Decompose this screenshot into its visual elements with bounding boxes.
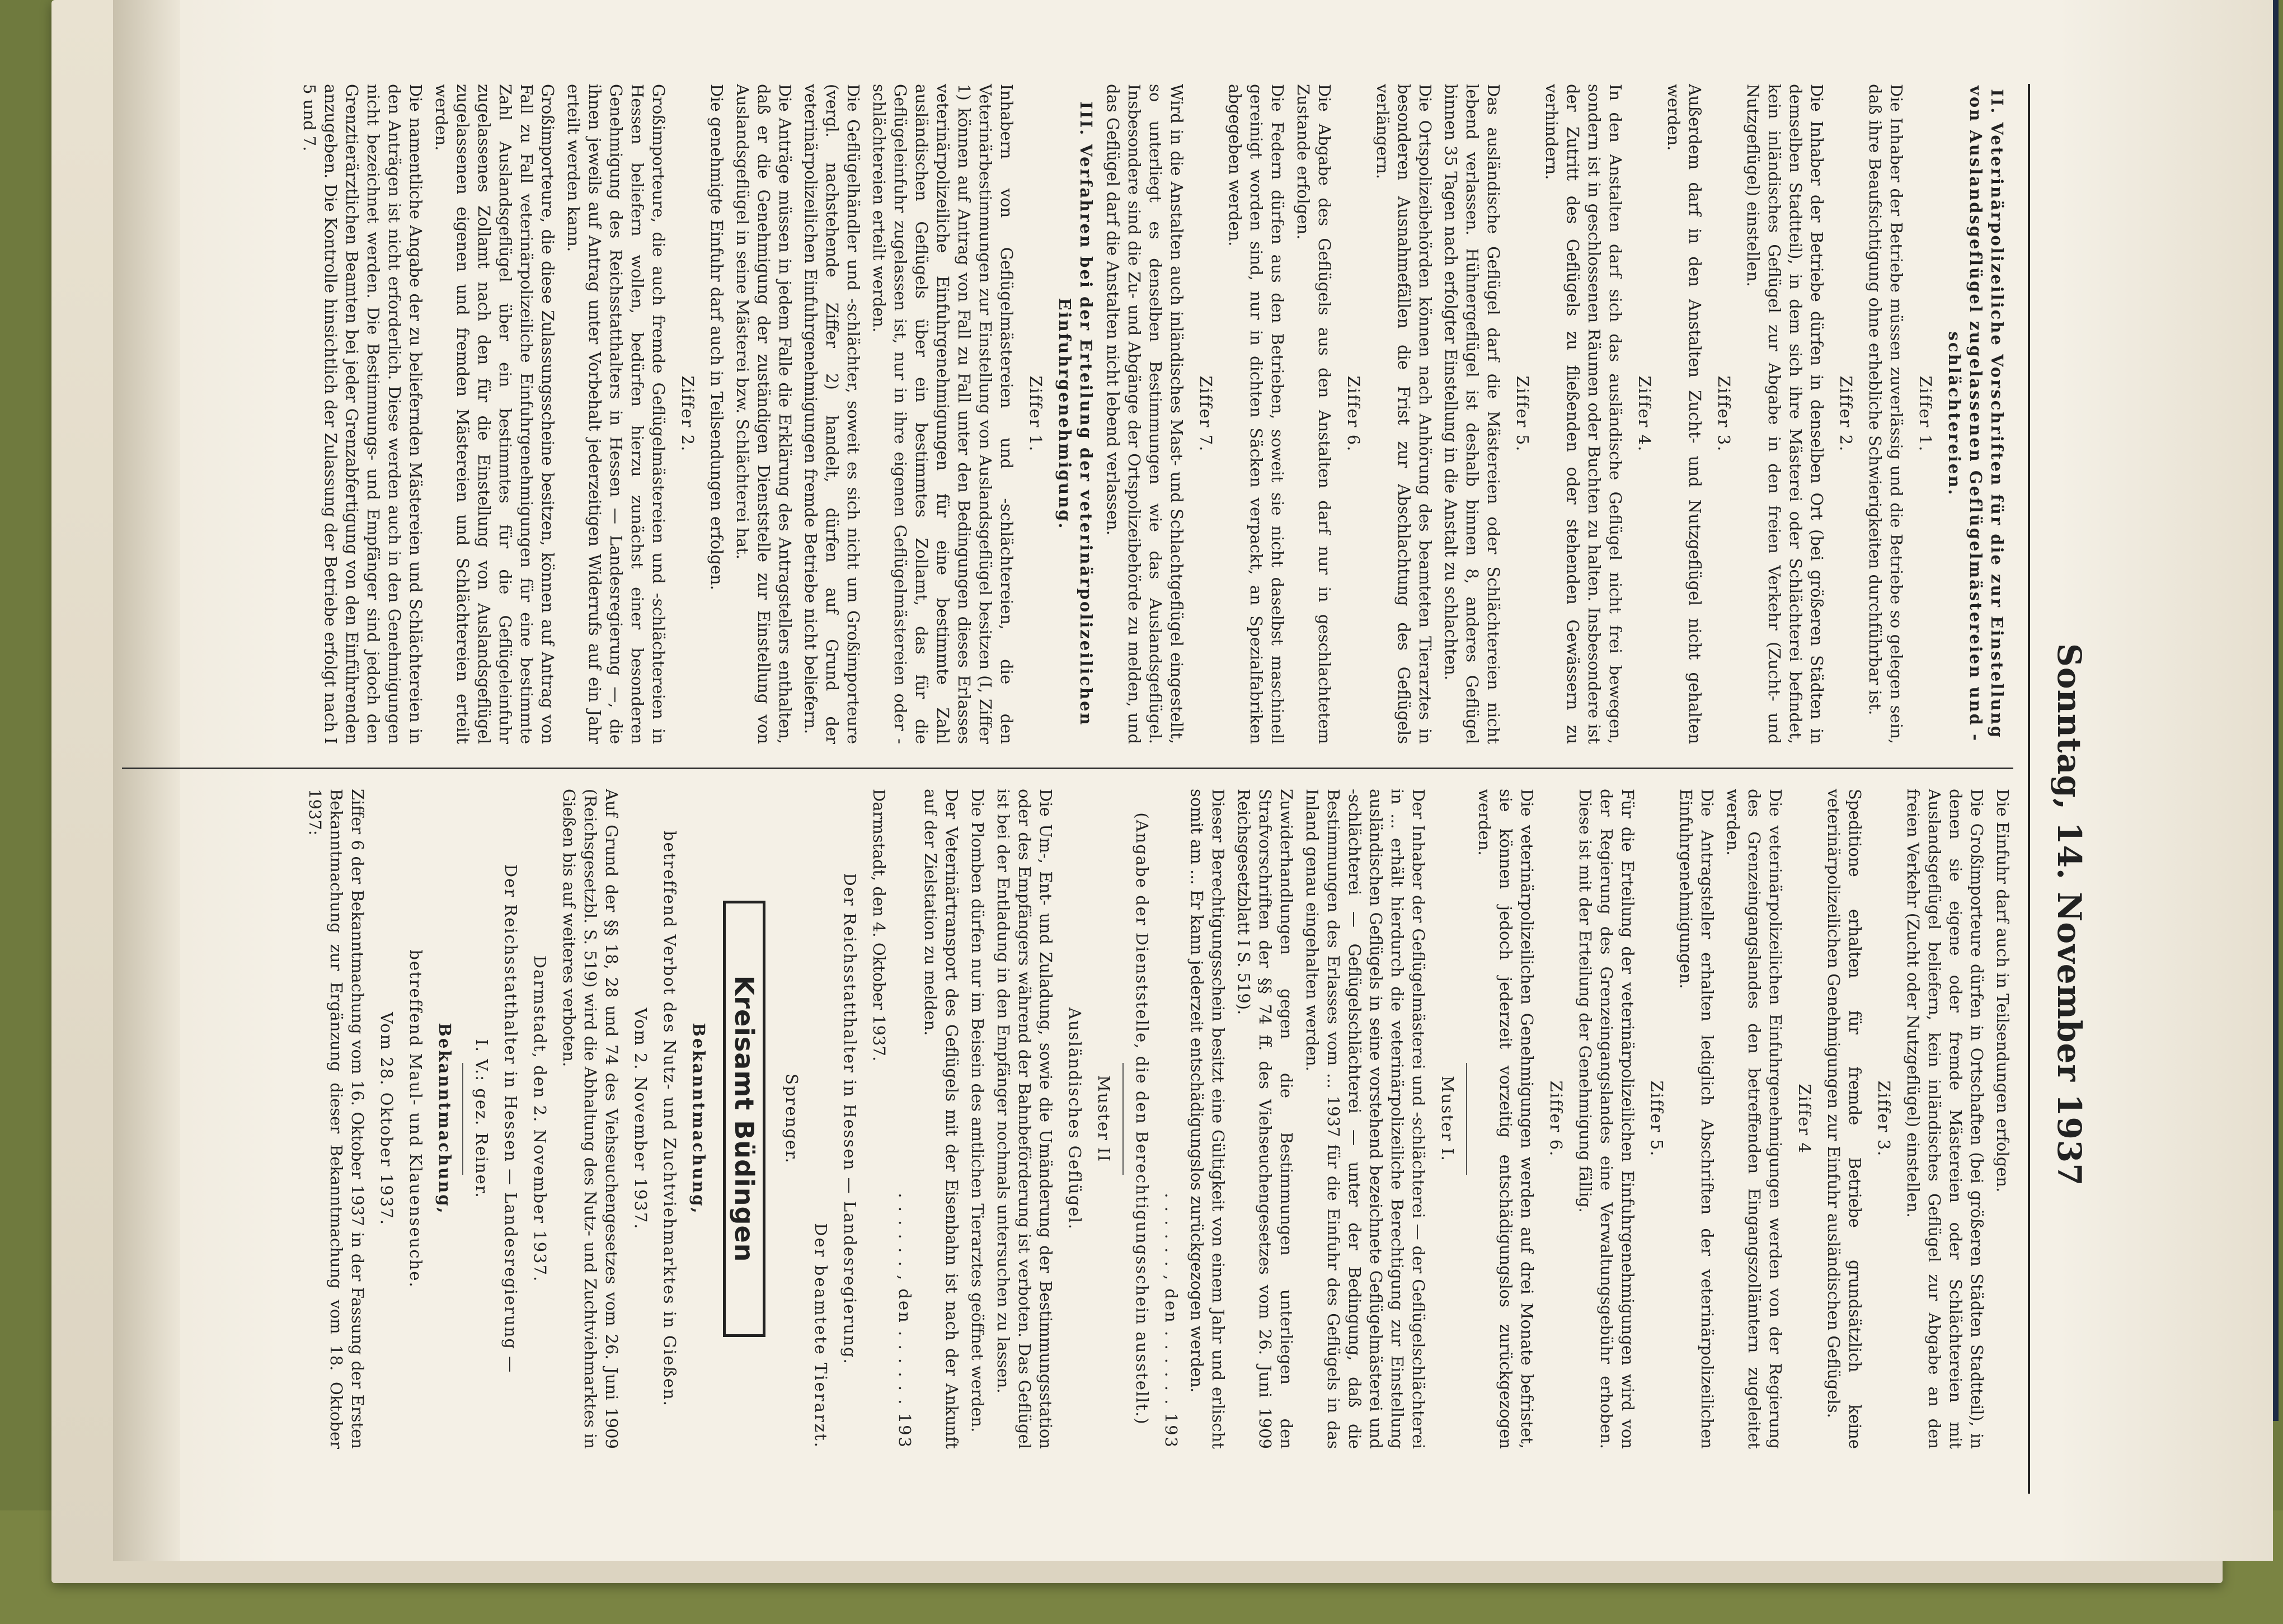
- muster-title: Muster I.: [1438, 1076, 1457, 1162]
- ziffer-title: Ziffer 1.: [1916, 375, 1935, 453]
- ziffer-title: Ziffer 6.: [1547, 1080, 1566, 1157]
- paragraph: Inhabern von Geflügelmästereien und -schlächtereien, die den Veterinärbestimmungen zur Einstellung von Auslandsgeflügel besitzen (I, Ziffer 1) können auf Antrag von Fall zu Fall unter den Bedingungen dieses Erlasses veterinärpolizeiliche Einfuhrgenehmigungen für eine bestimmte Zahl ausländischen Geflügels über ein bestimmtes Zollamt, das für die Geflügeleinfuhr zugelassen ist, nur in ihre eigenen Geflügelmästereien oder -schlächtereien erteilt werden.: [870, 84, 1016, 744]
- paragraph: Die genehmigte Einfuhr darf auch in Teilsendungen erfolgen.: [707, 84, 726, 590]
- rotated-page-content: [83, 84, 2097, 1494]
- form-date-line: . . . . . . , den . . . . . . 193: [895, 1193, 914, 1449]
- ziffer-title: Ziffer 4: [1795, 1084, 1814, 1154]
- paragraph: Das ausländische Geflügel darf die Mästereien oder Schlächtereien nicht lebend verlassen. Hühnergeflügel ist deshalb binnen 8, anderes Geflügel binnen 35 Tagen nach erfolgter Einstellung in die Anstalt zu schlachten.: [1441, 84, 1503, 744]
- form-date-line: . . . . . . , den . . . . . . 193: [1162, 1193, 1181, 1449]
- announcement-subject: betreffend Verbot des Nutz- und Zuchtviehmarktes in Gießen.: [660, 831, 679, 1407]
- paragraph: Speditione erhalten für fremde Betriebe grundsätzlich keine veterinärpolizeilichen Genehmigungen zur Einfuhr ausländischen Geflügels.: [1824, 789, 1864, 1449]
- divider: [1466, 1063, 1467, 1175]
- signer-name: Sprenger.: [782, 1074, 801, 1164]
- announcement-title: Bekanntmachung,: [435, 1023, 454, 1215]
- ziffer-title: Ziffer 7.: [1196, 375, 1215, 453]
- section-ii-title: II. Veterinärpolizeiliche Vorschriften für die zur Einstellung von Auslandsgeflügel zugelassenen Geflügelmästereien und -schlächtereien.: [1945, 86, 2007, 742]
- muster-title: Muster II: [1094, 1075, 1114, 1163]
- paragraph: Die Inhaber der Betriebe dürfen in denselben Ort (bei größeren Städten in demselben Stadtteil), in dem sich ihre Mästerei oder Schlächterei befindet, kein inländisches Geflügel zur Abgabe in den freien Verkehr (Zucht- und Nutzgeflügel) einstellen.: [1744, 84, 1826, 744]
- column-left: [111, 84, 2013, 744]
- paragraph: Die Antragsteller erhalten lediglich Abschriften der veterinärpolizeilichen Einfuhrgenehmigungen.: [1676, 789, 1717, 1449]
- column-right: [111, 789, 2013, 1449]
- place-date: Darmstadt, den 4. Oktober 1937.: [870, 789, 889, 1062]
- paragraph: Die Abgabe des Geflügels aus den Anstalten darf nur in geschlachtetem Zustande erfolgen.: [1294, 84, 1334, 744]
- ziffer-title: Ziffer 5.: [1647, 1080, 1666, 1157]
- ziffer-title: Ziffer 3.: [1875, 1080, 1894, 1157]
- paragraph: Die Federn dürfen aus den Betrieben, soweit sie nicht daselbst maschinell gereinigt worden sind, nur in dichten Säcken verpackt, an Spezialfabriken abgegeben werden.: [1225, 84, 1287, 744]
- authority: Der Reichsstatthalter in Hessen — Landesregierung.: [840, 873, 859, 1365]
- header-date: Sonntag, 14. November 1937: [2050, 643, 2088, 1187]
- signer-name: I. V.: gez. Reiner.: [472, 1039, 491, 1199]
- paragraph: Wird in die Anstalten auch inländisches Mast- und Schlachtgeflügel eingestellt, so unterliegt es denselben Bestimmungen wie das Auslandsgeflügel. Insbesondere sind die Zu- und Abgänge der Ortspolizeibehörde zu melden, und das Geflügel darf die Anstalten nicht lebend verlassen.: [1103, 84, 1186, 744]
- signer-title: Der beamtete Tierarzt.: [811, 1223, 830, 1449]
- announcement-date: Vom 28. Oktober 1937.: [377, 1011, 396, 1226]
- paragraph: Die Ortspolizeibehörden können nach Anhörung des beamteten Tierarztes in besonderen Ausnahmefällen die Frist zur Abschlachtung des Geflügels verlängern.: [1373, 84, 1435, 744]
- divider: [462, 1063, 463, 1175]
- paragraph: Die veterinärpolizeilichen Genehmigungen werden auf drei Monate befristet, sie können jedoch jederzeit vorzeitig entschädigungslos zurückgezogen werden.: [1475, 789, 1537, 1449]
- section-iii-title: III. Verfahren bei der Erteilung der veterinärpolizeilichen Einfuhrgenehmigung.: [1055, 101, 1096, 727]
- paragraph: Der Inhaber der Geflügelmästerei und -schlächterei — der Geflügelschlächterei in ... erhält hierdurch die veterinärpolizeiliche Berechtigung zur Einstellung ausländischen Geflügels in seine vorstehend bezeichnete Geflügelmästerei und -schlächterei — Geflügelschlächterei — unter der Bedingung, daß die Bestimmungen des Erlasses vom ... 1937 für die Einfuhr des Geflügels in das Inland genau eingehalten werden.: [1303, 789, 1428, 1449]
- ziffer-title: Ziffer 1.: [1026, 375, 1045, 453]
- paragraph: Die Inhaber der Betriebe müssen zuverlässig und die Betriebe so gelegen sein, daß ihre Beaufsichtigung ohne erhebliche Schwierigkeiten durchführbar ist.: [1866, 84, 1906, 744]
- paragraph: Die Geflügelhändler und -schlächter, soweit es sich nicht um Großimporteure (vergl. nachstehende Ziffer 2) handelt, dürfen auf Grund der veterinärpolizeilichen Einfuhrgenehmigungen fremde Betriebe nicht beliefern.: [801, 84, 863, 744]
- paragraph: Die Anträge müssen in jedem Falle die Erklärung des Antragstellers enthalten, daß er die Genehmigung der zuständigen Dienststelle zur Einstellung von Auslandsgeflügel in seine Mästerei bzw. Schlächterei hat.: [733, 84, 795, 744]
- announcement-subject: betreffend Maul- und Klauenseuche.: [406, 949, 425, 1288]
- paragraph: In den Anstalten darf sich das ausländische Geflügel nicht frei bewegen, sondern ist in geschlossenen Räumen oder Buchten zu halten. Insbesondere ist der Zutritt des Geflügels zu fließenden oder stehenden Gewässern zu verhindern.: [1542, 84, 1625, 744]
- paragraph: Die Großimporteure dürfen in Ortschaften (bei größeren Städten Stadtteil), in denen sie eigene oder fremde Mästereien oder Schlächtereien mit Auslandsgeflügel beliefern, kein inländisches Geflügel zur Abgabe an den freien Verkehr (Zucht oder Nutzgeflügel) einstellen.: [1904, 789, 1986, 1449]
- paragraph: Die Um-, Ent- und Zuladung, sowie die Umänderung der Bestimmungsstation oder des Empfängers während der Bahnbeförderung ist verboten. Das Geflügel ist bei der Entladung in den Empfänger nochmals untersuchen zu lassen.: [994, 789, 1055, 1449]
- paragraph: Großimporteure, die diese Zulassungsscheine besitzen, können auf Antrag von Fall zu Fall veterinärpolizeiliche Einfuhrgenehmigungen für eine bestimmte Zahl Auslandsgeflügel über ein bestimmtes für die Geflügeleinfuhr zugelassenes Zollamt nach den für die Einstellung von Auslandsgeflügel zugelassenen eigenen und fremden Mästereien und Schlächtereien erteilt werden.: [432, 84, 557, 744]
- place-date: Darmstadt, den 2. November 1937.: [530, 955, 549, 1283]
- ziffer-title: Ziffer 3.: [1714, 375, 1734, 453]
- authority: Der Reichsstatthalter in Hessen — Landesregierung —: [501, 864, 520, 1374]
- paragraph: Der Veterinärtransport des Geflügels mit der Eisenbahn ist nach der Ankunft auf der Zielstation zu melden.: [921, 789, 961, 1449]
- page-header: [2028, 84, 2097, 1494]
- paragraph: Die veterinärpolizeilichen Einfuhrgenehmigungen werden von der Regierung des Grenzeingangslandes den betreffenden Eingangszollämtern zugeleitet werden.: [1723, 789, 1785, 1449]
- paragraph: Die namentliche Angabe der zu beliefernden Mästereien und Schlächtereien in den Anträgen ist nicht erforderlich. Diese werden auch in den Genehmigungen nicht bezeichnet werden. Die Bestimmungs- und Empfänger sind jedoch den Grenztierärztlichen Beamten bei jeder Grenzabfertigung von den Einführenden anzugeben. Die Kontrolle hinsichtlich der Zulassung der Betriebe erfolgt nach I 5 und 7.: [300, 84, 425, 744]
- ziffer-title: Ziffer 2.: [1836, 375, 1855, 453]
- ziffer-title: Ziffer 6.: [1344, 375, 1363, 453]
- divider: [1122, 1063, 1124, 1175]
- paragraph: Ziffer 6 der Bekanntmachung vom 16. Oktober 1937 in der Fassung der Ersten Bekanntmachung zur Ergänzung dieser Bekanntmachung vom 18. Oktober 1937:: [306, 789, 367, 1449]
- section-box-title: Kreisamt Büdingen: [723, 901, 765, 1337]
- ziffer-title: Ziffer 5.: [1513, 375, 1532, 453]
- ziffer-title: Ziffer 4.: [1635, 375, 1654, 453]
- paragraph: Für die Erteilung der veterinärpolizeilichen Einfuhrgenehmigungen wird von der Regierung des Grenzeingangslandes eine Verwaltungsgebühr erhoben. Diese ist mit der Erteilung der Genehmigung fällig.: [1576, 789, 1637, 1449]
- announcement-date: Vom 2. November 1937.: [631, 1008, 650, 1230]
- paragraph: Auf Grund der §§ 18, 28 und 74 des Viehseuchengesetzes vom 26. Juni 1909 (Reichsgesetzbl. S. 519) wird die Abhaltung des Nutz- und Zuchtviehmarktes in Gießen bis auf weiteres verboten.: [560, 789, 621, 1449]
- paragraph: Außerdem darf in den Anstalten Zucht- und Nutzgeflügel nicht gehalten werden.: [1664, 84, 1704, 744]
- paragraph: Zuwiderhandlungen gegen die Bestimmungen unterliegen den Strafvorschriften der §§ 74 ff. des Viehseuchengesetzes vom 26. Juni 1909 Reichsgesetzblatt I S. 519).: [1234, 789, 1296, 1449]
- paragraph: Die Plomben dürfen nur im Beisein des amtlichen Tierarztes geöffnet werden.: [968, 789, 987, 1433]
- form-note: (Angabe der Dienststelle, die den Berechtigungsschein ausstellt.): [1133, 812, 1152, 1425]
- paragraph: Die Einfuhr darf auch in Teilsendungen erfolgen.: [1993, 789, 2012, 1193]
- announcement-title: Bekanntmachung,: [689, 1023, 708, 1215]
- muster-heading: Ausländisches Geflügel.: [1065, 1008, 1084, 1230]
- column-divider: [122, 768, 2013, 769]
- ziffer-title: Ziffer 2.: [678, 375, 697, 453]
- paragraph: Großimporteure, die auch fremde Geflügelmästereien und -schlächtereien in Hessen beliefern wollen, bedürfen hierzu zunächst einer besonderen Genehmigung des Reichsstatthalters in Hessen — Landesregierung —, die ihnen jeweils auf Antrag unter Vorbehalt jederzeitigen Widerrufs auf ein Jahr erteilt werden kann.: [564, 84, 668, 744]
- paragraph: Dieser Berechtigungsschein besitzt eine Gültigkeit von einem Jahr und erlischt somit am ... Er kann jederzeit entschädigungslos zurückgezogen werden.: [1187, 789, 1228, 1449]
